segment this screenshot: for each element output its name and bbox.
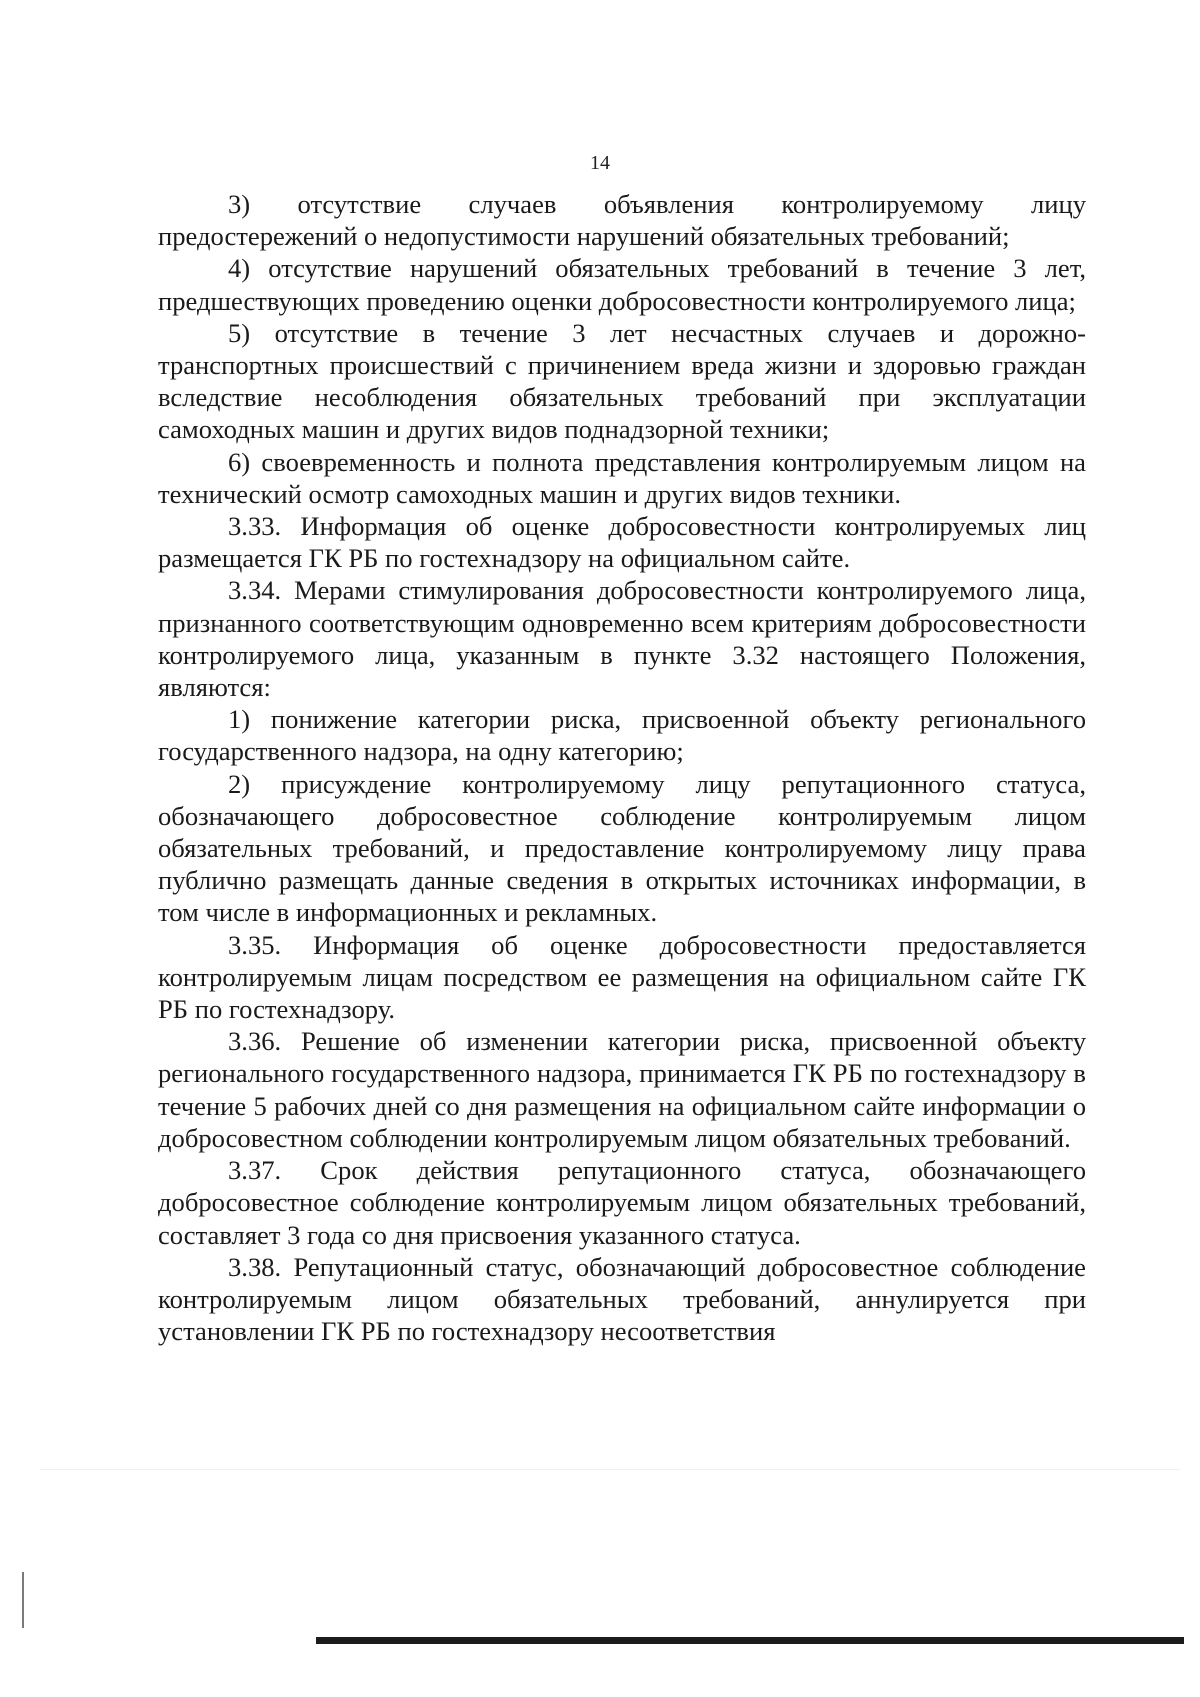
paragraph-3-37: 3.37. Срок действия репутационного статуса, обозначающего добросовестное соблюдение контролируемым лицом обязательных требований, составляет 3 года со дня присвоения указанного статуса. [158, 1155, 1086, 1250]
paragraph-criterion-3: 3) отсутствие случаев объявления контролируемому лицу предостережений о недопустимости нарушений обязательных требований; [158, 189, 1086, 252]
scan-artifact-left-edge [22, 1572, 24, 1628]
paragraph-criterion-6: 6) своевременность и полнота представления контролируемым лицом на технический осмотр самоходных машин и других видов техники. [158, 446, 1086, 509]
paragraph-3-33: 3.33. Информация об оценке добросовестности контролируемых лиц размещается ГК РБ по гостехнадзору на официальном сайте. [158, 511, 1086, 574]
paragraph-3-38: 3.38. Репутационный статус, обозначающий добросовестное соблюдение контролируемым лицом обязательных требований, аннулируется при установлении ГК РБ по гостехнадзору несоответствия [158, 1251, 1086, 1347]
scan-artifact-faint-line [40, 1469, 1180, 1470]
document-body [158, 188, 1086, 1347]
paragraph-3-35: 3.35. Информация об оценке добросовестности предоставляется контролируемым лицам посредством ее размещения на официальном сайте ГК РБ по гостехнадзору. [158, 929, 1086, 1025]
paragraph-3-34: 3.34. Мерами стимулирования добросовестности контролируемого лица, признанного соответствующим одновременно всем критериям добросовестности контролируемого лица, указанным в пункте 3.32 настоящего Положения, являются: [158, 575, 1086, 703]
paragraph-3-36: 3.36. Решение об изменении категории риска, присвоенной объекту регионального государственного надзора, принимается ГК РБ по гостехнадзору в течение 5 рабочих дней со дня размещения на официальном сайте информации о добросовестном соблюдении контролируемым лицом обязательных требований. [158, 1026, 1086, 1153]
paragraph-criterion-4: 4) отсутствие нарушений обязательных требований в течение 3 лет, предшествующих проведению оценки добросовестности контролируемого лица; [158, 253, 1086, 316]
paragraph-measure-2: 2) присуждение контролируемому лицу репутационного статуса, обозначающего добросовестное соблюдение контролируемым лицом обязательных требований, и предоставление контролируемому лицу права публично размещать данные сведения в открытых источниках информации, в том числе в информационных и рекламных. [158, 768, 1086, 928]
page-number: 14 [590, 152, 610, 174]
paragraph-measure-1: 1) понижение категории риска, присвоенной объекту регионального государственного надзора, на одну категорию; [158, 704, 1086, 767]
paragraph-criterion-5: 5) отсутствие в течение 3 лет несчастных случаев и дорожно-транспортных происшествий с причинением вреда жизни и здоровью граждан вследствие несоблюдения обязательных требований при эксплуатации самоходных машин и других видов поднадзорной техники; [158, 317, 1086, 445]
scan-artifact-bottom-bar [316, 1637, 1184, 1644]
